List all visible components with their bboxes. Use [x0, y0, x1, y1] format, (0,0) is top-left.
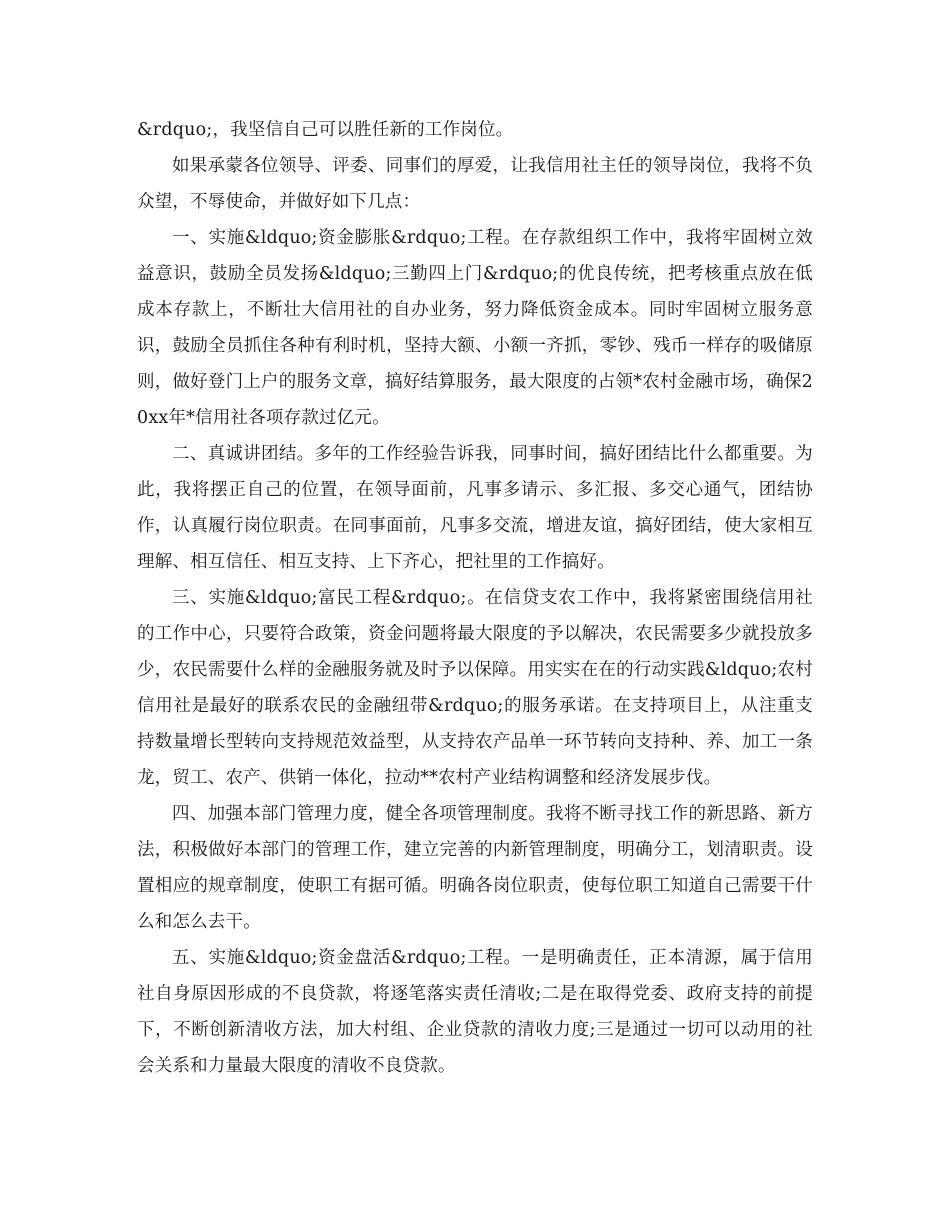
paragraph-point-2: 二、真诚讲团结。多年的工作经验告诉我，同事时间，搞好团结比什么都重要。为此，我将摆正自己的位置，在领导面前，凡事多请示、多汇报、多交心通气，团结协作，认真履行岗位职责。在同事面前，凡事多交流，增进友谊，搞好团结，使大家相互理解、相互信任、相互支持、上下齐心，把社里的工作搞好。 — [137, 444, 813, 572]
paragraph-point-3: 三、实施&ldquo;富民工程&rdquo;。在信贷支农工作中，我将紧密围绕信用社的工作中心，只要符合政策，资金问题将最大限度的予以解决，农民需要多少就投放多少，农民需要什么样的金融服务就及时予以保障。用实实在在的行动实践&ldquo;农村信用社是最好的联系农民的金融纽带&rdquo;的服务承诺。在支持项目上，从注重支持数量增长型转向支持规范效益型，从支持农产品单一环节转向支持种、养、加工一条龙，贸工、农产、供销一体化，拉动**农村产业结构调整和经济发展步伐。 — [137, 588, 813, 788]
paragraph-intro: 如果承蒙各位领导、评委、同事们的厚爱，让我信用社主任的领导岗位，我将不负众望，不辱使命，并做好如下几点： — [137, 156, 813, 212]
paragraph-point-1: 一、实施&ldquo;资金膨胀&rdquo;工程。在存款组织工作中，我将牢固树立效益意识，鼓励全员发扬&ldquo;三勤四上门&rdquo;的优良传统，把考核重点放在低成本存款上，不断壮大信用社的自办业务，努力降低资金成本。同时牢固树立服务意识，鼓励全员抓住各种有利时机，坚持大额、小额一齐抓，零钞、残币一样存的吸储原则，做好登门上户的服务文章，搞好结算服务，最大限度的占领*农村金融市场，确保20xx年*信用社各项存款过亿元。 — [137, 228, 813, 428]
document-body — [137, 112, 813, 1084]
paragraph-point-4: 四、加强本部门管理力度，健全各项管理制度。我将不断寻找工作的新思路、新方法，积极做好本部门的管理工作，建立完善的内新管理制度，明确分工，划清职责。设置相应的规章制度，使职工有据可循。明确各岗位职责，使每位职工知道自己需要干什么和怎么去干。 — [137, 804, 813, 932]
paragraph-point-5: 五、实施&ldquo;资金盘活&rdquo;工程。一是明确责任，正本清源，属于信用社自身原因形成的不良贷款，将逐笔落实责任清收;二是在取得党委、政府支持的前提下，不断创新清收方法，加大村组、企业贷款的清收力度;三是通过一切可以动用的社会关系和力量最大限度的清收不良贷款。 — [137, 948, 813, 1076]
paragraph-continuation: &rdquo;，我坚信自己可以胜任新的工作岗位。 — [137, 120, 514, 140]
